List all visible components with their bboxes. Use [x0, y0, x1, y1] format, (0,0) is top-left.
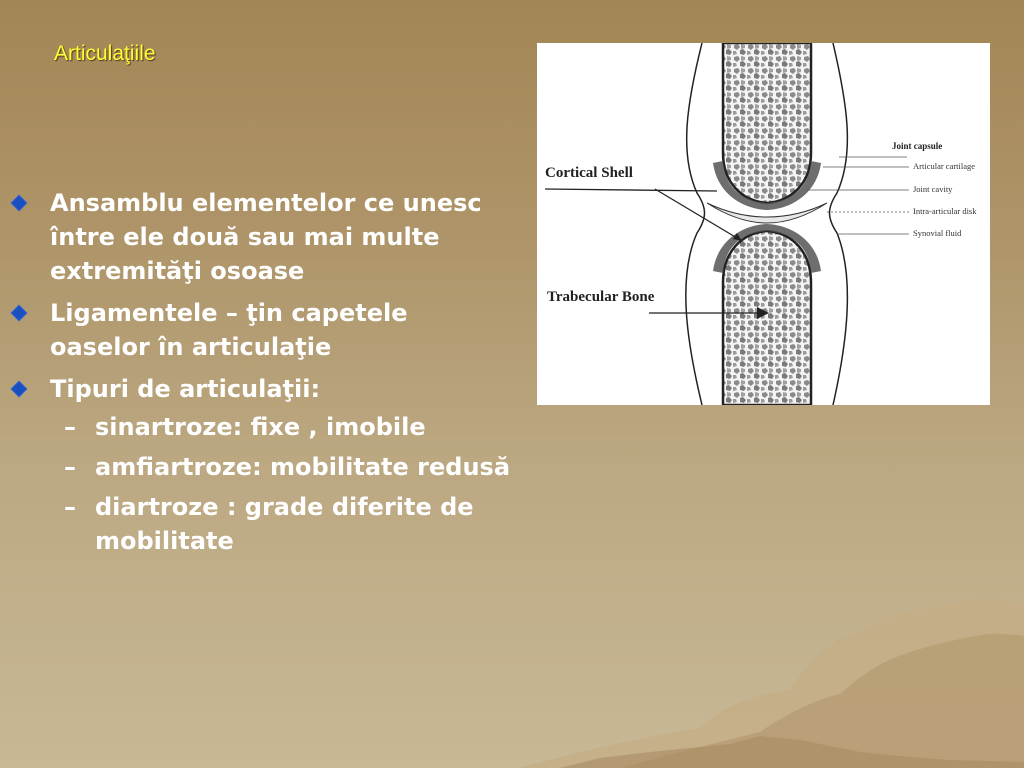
sub-bullet-item	[50, 490, 514, 558]
joint-diagram-svg	[537, 43, 990, 405]
bullet-text: Ansamblu elementelor ce unesc între ele două sau mai multe extremităţi osoase	[50, 189, 482, 285]
sub-bullet-text: amfiartroze: mobilitate redusă	[95, 453, 511, 481]
label-trabecular-bone: Trabecular Bone	[547, 289, 655, 305]
slide-title: Articulaţiile	[54, 42, 156, 65]
dash-marker: –	[64, 413, 76, 441]
diamond-bullet-icon	[12, 196, 26, 210]
bullet-item	[14, 372, 514, 558]
bullet-item	[14, 186, 514, 288]
upper-bone	[723, 43, 811, 203]
bullet-text: Tipuri de articulaţii:	[50, 375, 321, 403]
dash-marker: –	[64, 493, 76, 521]
label-cortical-shell: Cortical Shell	[545, 165, 633, 181]
lower-bone	[723, 231, 811, 405]
sub-bullet-list	[50, 410, 514, 558]
label-joint-capsule: Joint capsule	[892, 141, 943, 151]
bullet-text: Ligamentele – ţin capetele oaselor în articulaţie	[50, 299, 408, 361]
dash-marker: –	[64, 453, 76, 481]
bullet-list	[14, 186, 514, 566]
label-intra-articular-disk: Intra-articular disk	[913, 206, 977, 216]
label-articular-cartilage: Articular cartilage	[913, 161, 976, 171]
joint-diagram	[537, 43, 990, 405]
sub-bullet-text: diartroze : grade diferite de mobilitate	[95, 493, 474, 555]
sub-bullet-text: sinartroze: fixe , imobile	[95, 413, 426, 441]
sub-bullet-item	[50, 410, 514, 444]
label-joint-cavity: Joint cavity	[913, 184, 953, 194]
label-synovial-fluid: Synovial fluid	[913, 228, 962, 238]
sub-bullet-item	[50, 450, 514, 484]
diamond-bullet-icon	[12, 306, 26, 320]
bullet-item	[14, 296, 514, 364]
diamond-bullet-icon	[12, 382, 26, 396]
